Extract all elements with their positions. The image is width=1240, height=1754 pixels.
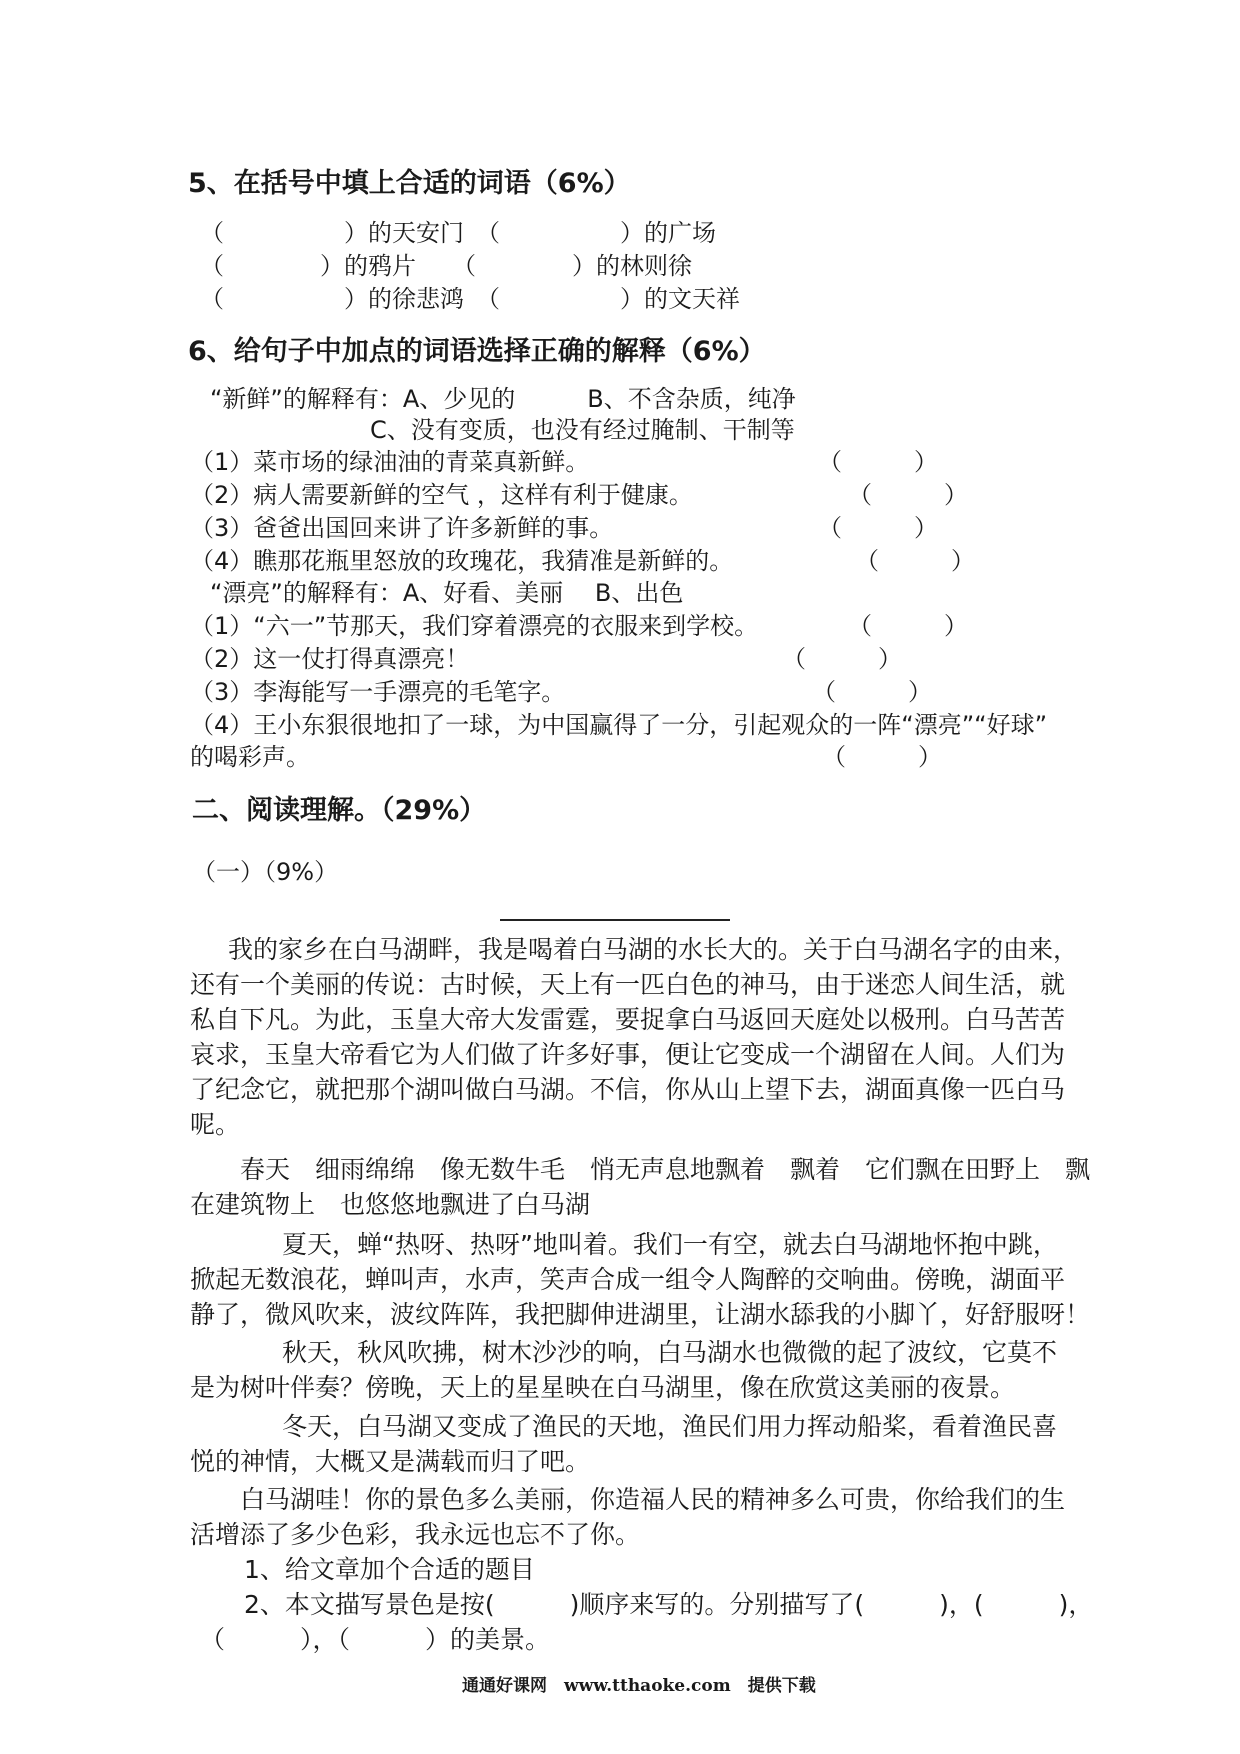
answer-blank: （ ）	[782, 645, 902, 673]
passage-line: 哀求，玉皇大帝看它为人们做了许多好事，便让它变成一个湖留在人间。人们为	[190, 1040, 1066, 1069]
xinxian-item-1: （1）菜市场的绿油油的青菜真新鲜。	[190, 448, 590, 476]
title-underline	[500, 919, 730, 921]
passage-line: 夏天，蝉“热呀、热呀”地叫着。我们一有空，就去白马湖地怀抱中跳，	[282, 1230, 1058, 1259]
xinxian-definition: “新鲜”的解释有：A、少见的 B、不含杂质，纯净	[210, 385, 796, 413]
q6-heading: 6、给句子中加点的词语选择正确的解释（6%）	[188, 336, 766, 367]
piaoliang-item-2: （2）这一仗打得真漂亮！	[190, 645, 470, 673]
passage-line: 在建筑物上 也悠悠地飘进了白马湖	[190, 1190, 591, 1219]
passage-line: 我的家乡在白马湖畔，我是喝着白马湖的水长大的。关于白马湖名字的由来，	[228, 935, 1079, 964]
piaoliang-definition: “漂亮”的解释有：A、好看、美丽 B、出色	[210, 579, 684, 607]
answer-blank: （ ）	[848, 612, 968, 640]
passage-line: 春天 细雨绵绵 像无数牛毛 悄无声息地飘着 飘着 它们飘在田野上 飘	[240, 1155, 1091, 1184]
passage-line: 白马湖哇！你的景色多么美丽，你造福人民的精神多么可贵，你给我们的生	[240, 1485, 1066, 1514]
subsection-heading: （一）（9%）	[192, 858, 339, 886]
passage-line: 是为树叶伴奏？傍晚，天上的星星映在白马湖里，像在欣赏这美丽的夜景。	[190, 1373, 1016, 1402]
q5-row-3: （ ）的徐悲鸿 （ ）的文天祥	[200, 285, 740, 313]
passage-line: 静了，微风吹来，波纹阵阵，我把脚伸进湖里，让湖水舔我的小脚丫，好舒服呀！	[190, 1300, 1091, 1329]
piaoliang-item-4: （4）王小东狠很地扣了一球，为中国赢得了一分，引起观众的一阵“漂亮”“好球”	[190, 711, 1048, 739]
passage-line: 秋天，秋风吹拂，树木沙沙的响，白马湖水也微微的起了波纹，它莫不	[282, 1338, 1058, 1367]
answer-blank: （ ）	[848, 481, 968, 509]
reading-question-2: 2、本文描写景色是按( )顺序来写的。分别描写了( )，( )，	[244, 1590, 1094, 1619]
piaoliang-item-1: （1）“六一”节那天，我们穿着漂亮的衣服来到学校。	[190, 612, 759, 640]
reading-question-2-cont: （ ），（ ）的美景。	[200, 1625, 551, 1654]
answer-blank: （ ）	[812, 678, 932, 706]
q5-row-2: （ ）的鸦片 （ ）的林则徐	[200, 252, 692, 280]
footer-text: 通通好课网 www.tthaoke.com 提供下载	[462, 1676, 816, 1696]
piaoliang-item-4-cont: 的喝彩声。	[190, 743, 310, 771]
section-heading: 二、阅读理解。（29%）	[192, 795, 487, 826]
xinxian-definition-c: C、没有变质，也没有经过腌制、干制等	[370, 416, 795, 444]
passage-line: 冬天，白马湖又变成了渔民的天地，渔民们用力挥动船桨，看着渔民喜	[282, 1412, 1058, 1441]
passage-line: 还有一个美丽的传说：古时候，天上有一匹白色的神马，由于迷恋人间生活，就	[190, 970, 1066, 999]
passage-line: 私自下凡。为此，玉皇大帝大发雷霆，要捉拿白马返回天庭处以极刑。白马苦苦	[190, 1005, 1066, 1034]
passage-line: 活增添了多少色彩，我永远也忘不了你。	[190, 1520, 641, 1549]
piaoliang-item-3: （3）李海能写一手漂亮的毛笔字。	[190, 678, 566, 706]
xinxian-item-3: （3）爸爸出国回来讲了许多新鲜的事。	[190, 514, 614, 542]
q5-row-1: （ ）的天安门 （ ）的广场	[200, 219, 716, 247]
passage-line: 悦的神情，大概又是满载而归了吧。	[190, 1447, 591, 1476]
answer-blank: （ ）	[822, 743, 942, 771]
q5-heading: 5、在括号中填上合适的词语（6%）	[188, 168, 631, 199]
reading-question-1: 1、给文章加个合适的题目	[244, 1555, 535, 1584]
passage-line: 掀起无数浪花，蝉叫声，水声，笑声合成一组令人陶醉的交响曲。傍晚，湖面平	[190, 1265, 1066, 1294]
passage-line: 了纪念它，就把那个湖叫做白马湖。不信，你从山上望下去，湖面真像一匹白马	[190, 1075, 1066, 1104]
answer-blank: （ ）	[818, 514, 938, 542]
xinxian-item-4: （4）瞧那花瓶里怒放的玫瑰花，我猜准是新鲜的。	[190, 547, 734, 575]
answer-blank: （ ）	[818, 448, 938, 476]
xinxian-item-2: （2）病人需要新鲜的空气 ，这样有利于健康。	[190, 481, 693, 509]
passage-line: 呢。	[190, 1110, 241, 1139]
answer-blank: （ ）	[855, 547, 975, 575]
